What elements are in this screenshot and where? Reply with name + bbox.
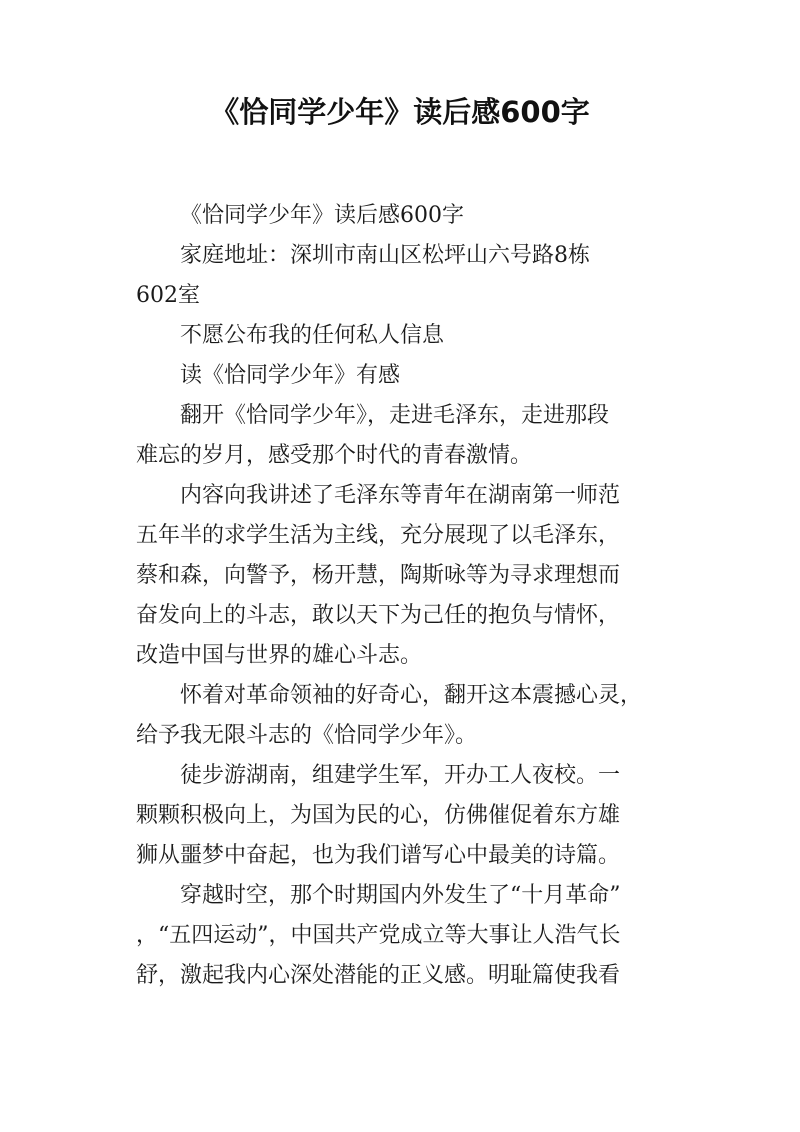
body-line: 奋发向上的斗志，敢以天下为己任的抱负与情怀， — [136, 603, 621, 628]
body-line: 怀着对革命领袖的好奇心，翻开这本震撼心灵， — [180, 683, 643, 708]
body-line: 难忘的岁月，感受那个时代的青春激情。 — [136, 443, 533, 468]
body-line: 602室 — [136, 283, 200, 308]
body-line: 蔡和森，向警予，杨开慧，陶斯咏等为寻求理想而 — [136, 563, 621, 588]
body-line: 五年半的求学生活为主线，充分展现了以毛泽东， — [136, 523, 621, 548]
body-line: 内容向我讲述了毛泽东等青年在湖南第一师范 — [180, 483, 621, 508]
body-line: 《恰同学少年》读后感600字 — [180, 203, 464, 228]
body-line: 改造中国与世界的雄心斗志。 — [136, 643, 423, 668]
document-body — [136, 196, 666, 996]
body-line: 不愿公布我的任何私人信息 — [180, 323, 445, 348]
body-line: 家庭地址：深圳市南山区松坪山六号路8栋 — [180, 243, 590, 268]
body-line: ，“五四运动”，中国共产党成立等大事让人浩气长 — [136, 923, 621, 948]
body-line: 给予我无限斗志的《恰同学少年》。 — [136, 723, 478, 748]
body-line: 穿越时空，那个时期国内外发生了“十月革命” — [180, 883, 621, 908]
body-line: 狮从噩梦中奋起，也为我们谱写心中最美的诗篇。 — [136, 843, 621, 868]
body-line: 颗颗积极向上，为国为民的心，仿佛催促着东方雄 — [136, 803, 621, 828]
body-line: 读《恰同学少年》有感 — [180, 363, 401, 388]
body-line: 徒步游湖南，组建学生军，开办工人夜校。一 — [180, 763, 621, 788]
body-line: 舒，激起我内心深处潜能的正义感。明耻篇使我看 — [136, 963, 621, 988]
document-title: 《恰同学少年》读后感600字 — [210, 95, 590, 129]
body-line: 翻开《恰同学少年》，走进毛泽东，走进那段 — [180, 403, 610, 428]
